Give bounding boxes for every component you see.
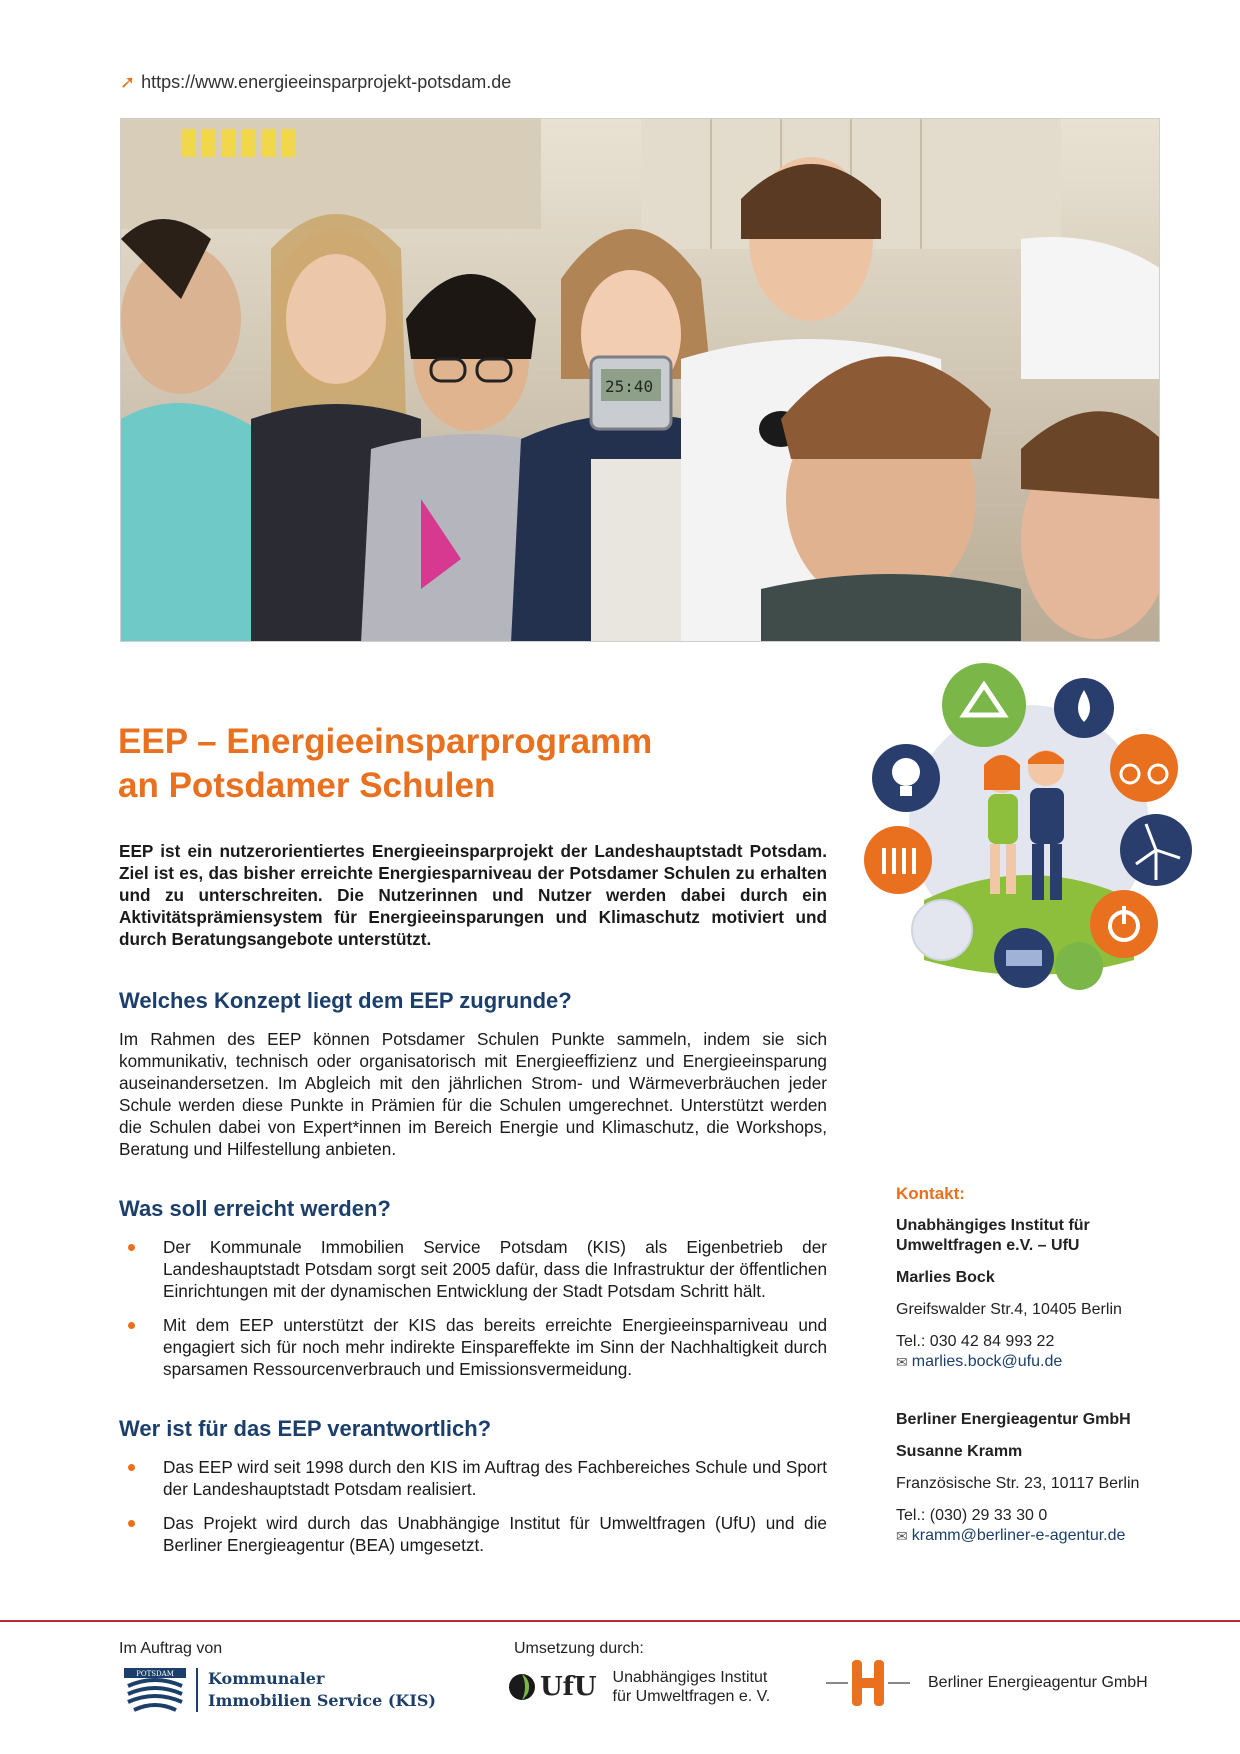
kis-logo	[124, 1666, 436, 1714]
org2-phone: Tel.: (030) 29 33 30 0	[896, 1507, 1048, 1524]
ufu-name-line2: für Umweltfragen e. V.	[612, 1688, 771, 1705]
sun-icon	[912, 900, 972, 960]
svg-text:25:40: 25:40	[605, 377, 654, 396]
envelope-icon: ✉	[896, 1354, 908, 1370]
org1-address: Greifswalder Str.4, 10405 Berlin	[896, 1301, 1122, 1318]
org1-name-line2: Umweltfragen e.V. – UfU	[896, 1237, 1080, 1254]
ufu-globe-icon	[508, 1673, 536, 1701]
org1-person: Marlies Bock	[896, 1269, 995, 1286]
org1-email-link[interactable]	[896, 1352, 1196, 1372]
title-line-2: an Potsdamer Schulen	[118, 766, 496, 805]
footer-divider	[0, 1620, 1240, 1622]
energy-illustration	[864, 660, 1194, 990]
section-heading-responsible: Wer ist für das EEP verantwortlich?	[119, 1416, 492, 1441]
list-item: Der Kommunale Immobilien Service Potsdam (KIS) als Eigenbetrieb der Landeshauptstadt Potsdam sorgt seit 2005 dafür, dass die Infrastruktur der öffentlichen Einrichtungen mit der dynamischen Entwicklung der Stadt Potsdam Schritt hält.	[119, 1236, 827, 1302]
page-title	[118, 720, 652, 808]
goals-list	[119, 1236, 827, 1392]
website-link[interactable]	[120, 72, 511, 93]
contact-heading: Kontakt:	[896, 1184, 965, 1203]
hero-photo	[120, 118, 1160, 642]
radiator-icon	[864, 826, 932, 894]
bea-emblem-icon	[826, 1656, 910, 1710]
energy-icons-collage	[864, 660, 1194, 990]
arrow-up-right-icon: ➚	[120, 72, 136, 92]
ufu-name-line1: Unabhängiges Institut	[612, 1669, 768, 1686]
recycle-icon	[942, 663, 1026, 747]
kis-name-line2: Immobilien Service (KIS)	[208, 1691, 436, 1710]
section-heading-concept: Welches Konzept liegt dem EEP zugrunde?	[119, 988, 572, 1013]
footer-label-commissioned: Im Auftrag von	[119, 1640, 223, 1657]
website-url: https://www.energieeinsparprojekt-potsdam.de	[141, 72, 512, 92]
org2-address: Französische Str. 23, 10117 Berlin	[896, 1475, 1140, 1492]
list-item: Das Projekt wird durch das Unabhängige Institut für Umweltfragen (UfU) und die Berliner Energieagentur (BEA) umgesetzt.	[119, 1512, 827, 1556]
potsdam-seal-icon	[124, 1666, 186, 1714]
org2-email-link[interactable]	[896, 1526, 1196, 1546]
org1-phone: Tel.: 030 42 84 993 22	[896, 1333, 1055, 1350]
envelope-icon: ✉	[896, 1528, 908, 1544]
list-item: Mit dem EEP unterstützt der KIS das bereits erreichte Energieeinsparniveau und engagiert sich für noch mehr indirekte Einspareffekte im Sinn der Nachhaltigkeit durch sparsamen Ressourcenverbrauch und Emissionsvermeidung.	[119, 1314, 827, 1380]
students-photo-illustration	[121, 119, 1160, 642]
org1-name-line1: Unabhängiges Institut für	[896, 1217, 1090, 1234]
responsible-list	[119, 1456, 827, 1568]
org2-email: kramm@berliner-e-agentur.de	[911, 1527, 1126, 1544]
contact-box	[896, 1184, 1196, 1546]
bea-name: Berliner Energieagentur GmbH	[928, 1674, 1148, 1691]
title-line-1: EEP – Energieeinsparprogramm	[118, 722, 653, 761]
org1-email: marlies.bock@ufu.de	[911, 1353, 1063, 1370]
footer-label-implementation: Umsetzung durch:	[514, 1640, 644, 1657]
bea-logo	[826, 1656, 1148, 1710]
section-text-concept: Im Rahmen des EEP können Potsdamer Schulen Punkte sammeln, indem sie sich kommunikativ, technisch oder organisatorisch mit Energieeffizienz und Energieeinsparung auseinandersetzen. Im Abgleich mit den jährlichen Strom- und Wärmeverbräuchen jeder Schule werden diese Punkte in Prämien für die Schulen umgerechnet. Unterstützt werden die Schulen dabei von Expert*innen im Bereich Energie und Klimaschutz, die Workshops, Beratung und Hilfestellung anbieten.	[119, 1029, 827, 1159]
org2-name: Berliner Energieagentur GmbH	[896, 1411, 1131, 1428]
kis-name-line1: Kommunaler	[208, 1669, 325, 1688]
section-heading-goals: Was soll erreicht werden?	[119, 1196, 391, 1221]
sprout-icon	[1055, 942, 1103, 990]
bicycle-icon	[1110, 734, 1178, 802]
list-item: Das EEP wird seit 1998 durch den KIS im Auftrag des Fachbereiches Schule und Sport der Landeshauptstadt Potsdam realisiert.	[119, 1456, 827, 1500]
ufu-logo	[508, 1668, 770, 1706]
ufu-wordmark: UfU	[540, 1672, 597, 1702]
svg-text:POTSDAM: POTSDAM	[136, 1670, 174, 1678]
org2-person: Susanne Kramm	[896, 1443, 1023, 1460]
intro-paragraph: EEP ist ein nutzerorientiertes Energieeinsparprojekt der Landeshauptstadt Potsdam. Ziel ist es, das bisher erreichte Energiesparniveau der Potsdamer Schulen zu erhalten und zu unterschreiten. Die Nutzerinnen und Nutzer werden dabei durch ein Aktivitätsprämiensystem für Energieeinsparungen und Klimaschutz motiviert und durch Beratungsangebote unterstützt.	[119, 841, 827, 949]
